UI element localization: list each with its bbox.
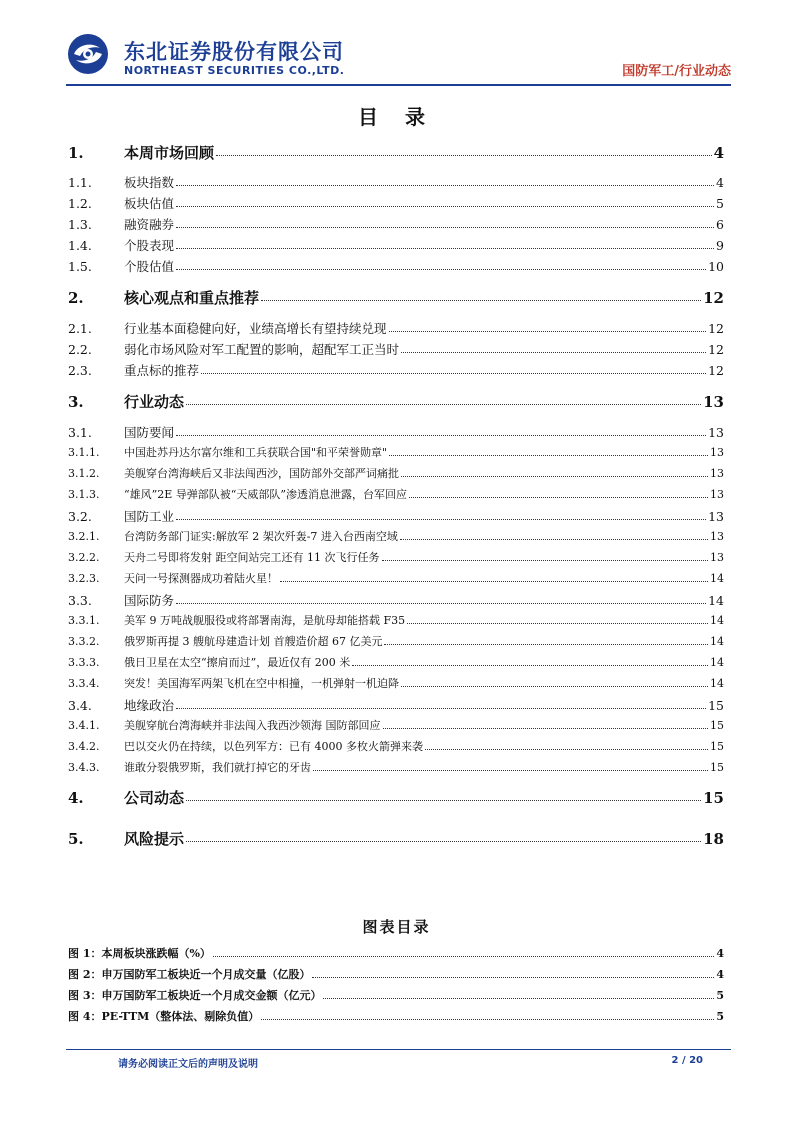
toc-entry-label: 国防工业 xyxy=(124,509,175,524)
figure-entry-row[interactable] xyxy=(68,945,724,961)
toc-entry-row[interactable] xyxy=(68,528,724,544)
toc-entry-row[interactable] xyxy=(68,142,724,163)
toc-entry-page: 15 xyxy=(710,740,724,753)
toc-entry-label: 中国赴苏丹达尔富尔维和工兵获联合国"和平荣誉勋章" xyxy=(124,446,388,459)
dot-leader xyxy=(389,455,708,456)
toc-entry-row[interactable] xyxy=(68,319,724,337)
toc-entry-number: 3.3.1. xyxy=(68,614,100,627)
toc-entry-row[interactable] xyxy=(68,507,724,525)
dot-leader xyxy=(389,331,707,332)
toc-entry-label: 公司动态 xyxy=(124,789,185,807)
toc-entry-label: 板块估值 xyxy=(124,196,175,211)
figure-entry-page: 4 xyxy=(716,968,724,981)
toc-entry-label: 国际防务 xyxy=(124,593,175,608)
dot-leader xyxy=(176,227,714,228)
toc-entry-page: 12 xyxy=(708,363,724,378)
toc-entry-row[interactable] xyxy=(68,612,724,628)
toc-entry-row[interactable] xyxy=(68,591,724,609)
toc-entry-number: 4. xyxy=(68,789,84,807)
dot-leader xyxy=(261,1019,714,1020)
figure-entry-page: 5 xyxy=(716,989,724,1002)
toc-entry-label: 巴以交火仍在持续，以色列军方：已有 4000 多枚火箭弹来袭 xyxy=(124,740,423,753)
toc-entry-number: 3.1. xyxy=(68,425,92,440)
northeast-securities-logo-icon xyxy=(66,32,110,76)
toc-entry-number: 2.1. xyxy=(68,321,92,336)
toc-entry-row[interactable] xyxy=(68,717,724,733)
toc-entry-number: 3.3.3. xyxy=(68,656,100,669)
footer-divider xyxy=(66,1049,731,1050)
toc-title: 目 录 xyxy=(358,105,435,129)
toc-entry-row[interactable] xyxy=(68,173,724,191)
dot-leader xyxy=(382,560,709,561)
toc-entry-page: 14 xyxy=(710,635,724,648)
dot-leader xyxy=(384,644,708,645)
figure-entry-page: 5 xyxy=(716,1010,724,1023)
toc-entry-number: 3.3. xyxy=(68,593,92,608)
dot-leader xyxy=(425,749,708,750)
toc-entry-label: 天问一号探测器成功着陆火星！ xyxy=(124,572,278,585)
toc-entry-row[interactable] xyxy=(68,194,724,212)
dot-leader xyxy=(409,497,708,498)
page-number: 2 / 20 xyxy=(671,1055,703,1066)
toc-entry-row[interactable] xyxy=(68,423,724,441)
company-name-en: NORTHEAST SECURITIES CO.,LTD. xyxy=(124,64,345,77)
toc-entry-label: 台湾防务部门证实:解放军 2 架次歼轰-7 进入台西南空域 xyxy=(124,530,398,543)
toc-entry-page: 10 xyxy=(708,259,724,274)
toc-entry-row[interactable] xyxy=(68,633,724,649)
toc-entry-row[interactable] xyxy=(68,549,724,565)
dot-leader xyxy=(261,300,701,301)
toc-entry-number: 3. xyxy=(68,393,84,411)
toc-entry-label: 天舟二号即将发射 距空间站完工还有 11 次飞行任务 xyxy=(124,551,380,564)
toc-entry-number: 2. xyxy=(68,289,84,307)
dot-leader xyxy=(186,404,701,405)
toc-entry-row[interactable] xyxy=(68,340,724,358)
dot-leader xyxy=(401,476,708,477)
toc-entry-number: 1.4. xyxy=(68,238,92,253)
toc-entry-number: 2.3. xyxy=(68,363,92,378)
toc-entry-row[interactable] xyxy=(68,287,724,308)
toc-entry-page: 15 xyxy=(708,698,724,713)
toc-entry-label: 俄罗斯再提 3 艘航母建造计划 首艘造价超 67 亿美元 xyxy=(124,635,383,648)
toc-entry-label: 美舰穿台湾海峡后又非法闯西沙，国防部外交部严词痛批 xyxy=(124,467,399,480)
toc-entry-row[interactable] xyxy=(68,738,724,754)
toc-entry-row[interactable] xyxy=(68,257,724,275)
toc-entry-page: 9 xyxy=(716,238,724,253)
toc-entry-label: 行业基本面稳健向好，业绩高增长有望持续兑现 xyxy=(124,321,387,336)
toc-entry-page: 14 xyxy=(710,572,724,585)
toc-entry-label: 突发！美国海军两架飞机在空中相撞，一机弹射一机迫降 xyxy=(124,677,399,690)
toc-entry-page: 14 xyxy=(708,593,724,608)
toc-entry-label: 融资融券 xyxy=(124,217,175,232)
dot-leader xyxy=(312,977,714,978)
toc-entry-number: 3.3.4. xyxy=(68,677,100,690)
toc-entry-number: 3.2. xyxy=(68,509,92,524)
toc-entry-page: 12 xyxy=(708,342,724,357)
toc-entry-page: 13 xyxy=(710,488,724,501)
toc-entry-label: 板块指数 xyxy=(124,175,175,190)
toc-entry-number: 1.5. xyxy=(68,259,92,274)
dot-leader xyxy=(186,800,701,801)
toc-entry-page: 13 xyxy=(710,530,724,543)
toc-entry-page: 13 xyxy=(703,393,724,411)
toc-entry-row[interactable] xyxy=(68,486,724,502)
toc-entry-label: 美舰穿航台湾海峡并非法闯入我西沙领海 国防部回应 xyxy=(124,719,381,732)
dot-leader xyxy=(352,665,708,666)
toc-entry-number: 3.4.1. xyxy=(68,719,100,732)
toc-entry-number: 3.2.2. xyxy=(68,551,100,564)
toc-entry-label: 美军 9 万吨战舰服役或将部署南海，是航母却能搭载 F35 xyxy=(124,614,406,627)
toc-entry-page: 12 xyxy=(708,321,724,336)
toc-entry-label: 谁敢分裂俄罗斯，我们就打掉它的牙齿 xyxy=(124,761,311,774)
figure-entry-row[interactable] xyxy=(68,966,724,982)
dot-leader xyxy=(313,770,708,771)
toc-entry-page: 15 xyxy=(703,789,724,807)
toc-entry-number: 1.1. xyxy=(68,175,92,190)
toc-entry-row[interactable] xyxy=(68,696,724,714)
toc-entry-label: 重点标的推荐 xyxy=(124,363,200,378)
toc-entry-page: 15 xyxy=(710,719,724,732)
dot-leader xyxy=(407,623,708,624)
dot-leader xyxy=(213,956,714,957)
figure-entry-label: 图 1：本周板块涨跌幅（%） xyxy=(68,947,211,960)
report-type: 国防军工/行业动态 xyxy=(622,64,731,79)
toc-entry-page: 15 xyxy=(710,761,724,774)
toc-entry-label: 本周市场回顾 xyxy=(124,144,215,162)
toc-entry-label: 行业动态 xyxy=(124,393,185,411)
toc-entry-label: 个股表现 xyxy=(124,238,175,253)
toc-entry-row[interactable] xyxy=(68,759,724,775)
toc-entry-row[interactable] xyxy=(68,236,724,254)
toc-entry-number: 3.3.2. xyxy=(68,635,100,648)
toc-entry-label: 风险提示 xyxy=(124,830,185,848)
company-name-cn: 东北证券股份有限公司 xyxy=(124,40,344,64)
toc-entry-row[interactable] xyxy=(68,465,724,481)
toc-entry-label: 俄日卫星在太空“擦肩而过”，最近仅有 200 米 xyxy=(124,656,351,669)
toc-entry-page: 12 xyxy=(703,289,724,307)
toc-entry-page: 13 xyxy=(710,551,724,564)
toc-entry-number: 3.2.1. xyxy=(68,530,100,543)
toc-entry-number: 3.4. xyxy=(68,698,92,713)
toc-entry-number: 3.1.1. xyxy=(68,446,100,459)
toc-entry-row[interactable] xyxy=(68,215,724,233)
dot-leader xyxy=(176,269,706,270)
toc-entry-page: 14 xyxy=(710,677,724,690)
toc-entry-page: 13 xyxy=(710,467,724,480)
disclaimer-note: 请务必阅读正文后的声明及说明 xyxy=(118,1059,258,1070)
header-divider xyxy=(66,84,731,86)
dot-leader xyxy=(216,155,712,156)
dot-leader xyxy=(201,373,706,374)
dot-leader xyxy=(176,603,706,604)
dot-leader xyxy=(176,185,714,186)
toc-entry-number: 3.2.3. xyxy=(68,572,100,585)
dot-leader xyxy=(400,539,708,540)
toc-entry-page: 14 xyxy=(710,614,724,627)
dot-leader xyxy=(280,581,708,582)
toc-entry-row[interactable] xyxy=(68,361,724,379)
dot-leader xyxy=(176,519,706,520)
toc-entry-number: 2.2. xyxy=(68,342,92,357)
dot-leader xyxy=(186,841,701,842)
figure-entry-row[interactable] xyxy=(68,1008,724,1024)
dot-leader xyxy=(176,206,714,207)
toc-entry-row[interactable] xyxy=(68,444,724,460)
figure-entry-label: 图 2：申万国防军工板块近一个月成交量（亿股） xyxy=(68,968,311,981)
toc-entry-number: 1. xyxy=(68,144,84,162)
toc-entry-label: 个股估值 xyxy=(124,259,175,274)
toc-entry-label: 弱化市场风险对军工配置的影响，超配军工正当时 xyxy=(124,342,400,357)
dot-leader xyxy=(176,708,706,709)
toc-entry-number: 3.1.2. xyxy=(68,467,100,480)
toc-entry-label: 国防要闻 xyxy=(124,425,175,440)
figure-entry-page: 4 xyxy=(716,947,724,960)
dot-leader xyxy=(401,352,706,353)
toc-entry-number: 5. xyxy=(68,830,84,848)
toc-entry-page: 14 xyxy=(710,656,724,669)
figure-entry-label: 图 4：PE-TTM（整体法、剔除负值） xyxy=(68,1010,260,1023)
toc-entry-row[interactable] xyxy=(68,787,724,808)
toc-entry-row[interactable] xyxy=(68,675,724,691)
toc-entry-number: 3.4.2. xyxy=(68,740,100,753)
figure-entry-row[interactable] xyxy=(68,987,724,1003)
toc-entry-row[interactable] xyxy=(68,654,724,670)
toc-entry-label: “雄风”2E 导弹部队被“天威部队”渗透消息泄露，台军回应 xyxy=(124,488,408,501)
figure-list-title: 图表目录 xyxy=(362,918,431,936)
page-header xyxy=(66,30,731,86)
dot-leader xyxy=(401,686,708,687)
dot-leader xyxy=(323,998,714,999)
dot-leader xyxy=(383,728,709,729)
toc-entry-number: 3.4.3. xyxy=(68,761,100,774)
toc-entry-row[interactable] xyxy=(68,391,724,412)
dot-leader xyxy=(176,435,706,436)
toc-entry-page: 18 xyxy=(703,830,724,848)
toc-entry-number: 1.3. xyxy=(68,217,92,232)
toc-entry-page: 4 xyxy=(716,175,724,190)
toc-entry-page: 13 xyxy=(710,446,724,459)
toc-entry-page: 13 xyxy=(708,509,724,524)
figure-entry-label: 图 3：申万国防军工板块近一个月成交金额（亿元） xyxy=(68,989,322,1002)
toc-entry-number: 3.1.3. xyxy=(68,488,100,501)
toc-entry-label: 地缘政治 xyxy=(124,698,175,713)
toc-entry-page: 6 xyxy=(716,217,724,232)
dot-leader xyxy=(176,248,714,249)
toc-entry-label: 核心观点和重点推荐 xyxy=(124,289,260,307)
toc-entry-row[interactable] xyxy=(68,828,724,849)
toc-entry-page: 4 xyxy=(713,144,724,162)
toc-entry-row[interactable] xyxy=(68,570,724,586)
toc-entry-number: 1.2. xyxy=(68,196,92,211)
toc-entry-page: 5 xyxy=(716,196,724,211)
toc-entry-page: 13 xyxy=(708,425,724,440)
